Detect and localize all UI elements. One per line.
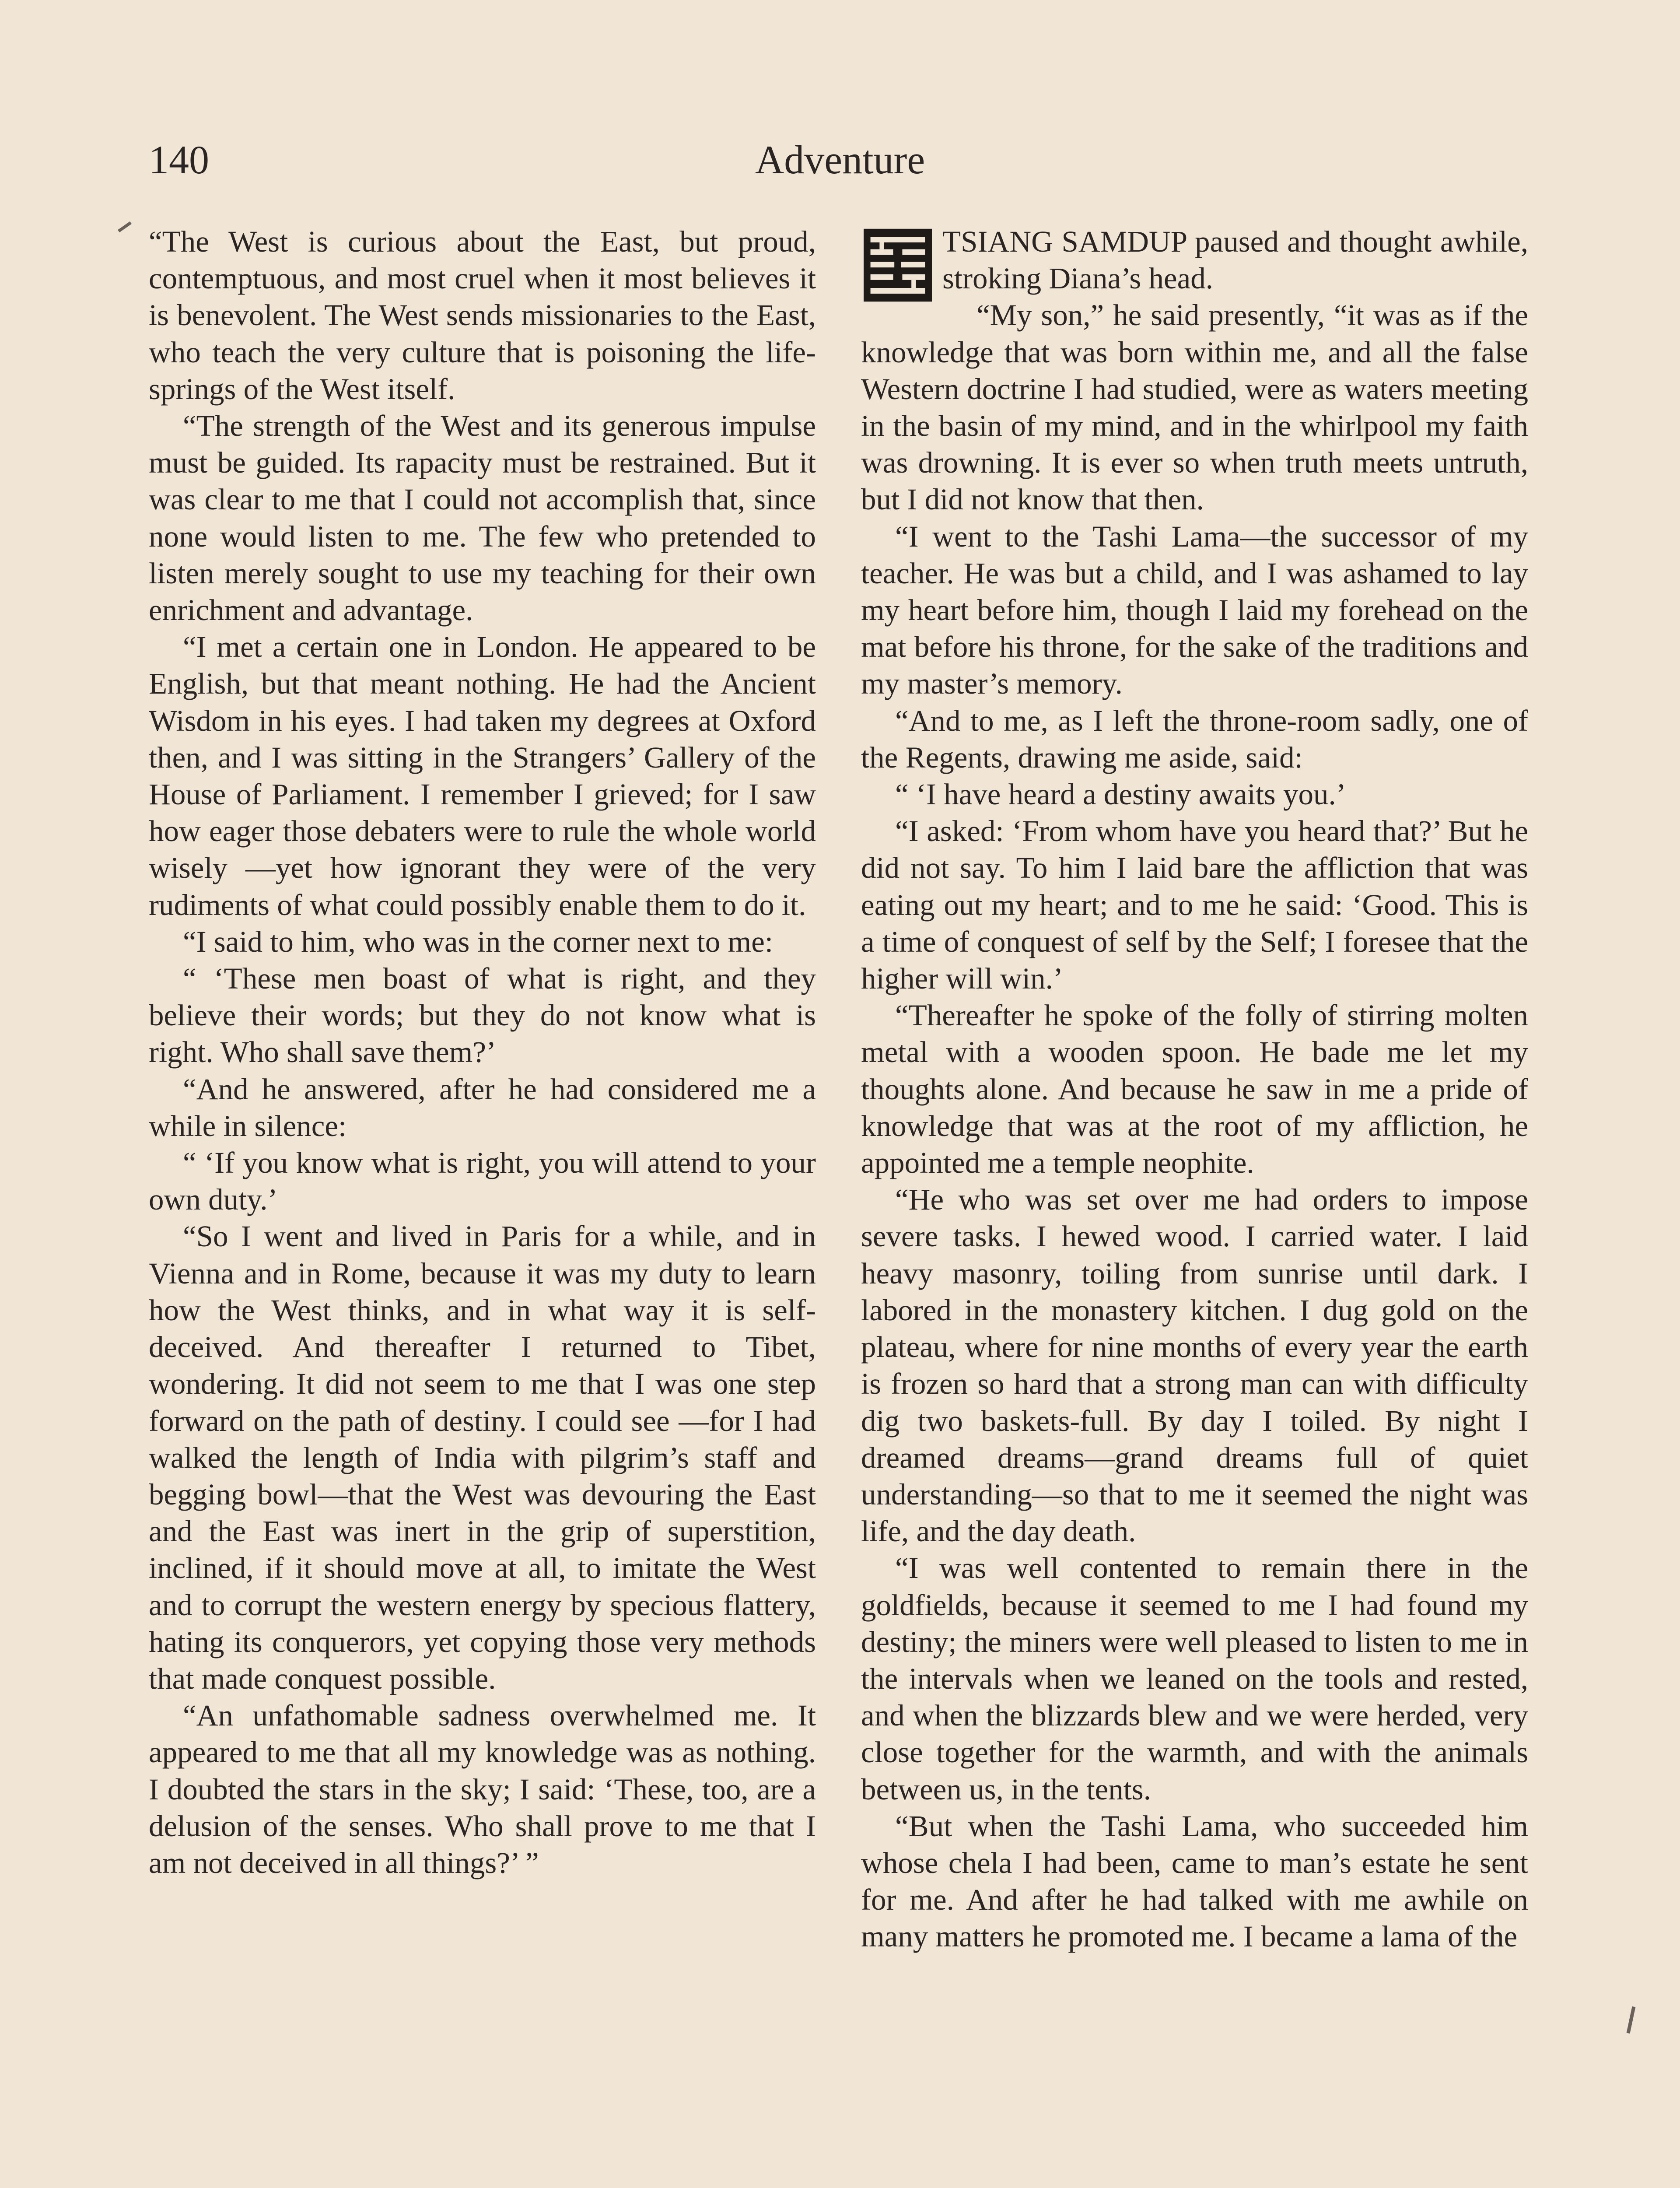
- paragraph: “Thereafter he spoke of the folly of stirring molten metal with a wooden spoon. He bade me let my thoughts alone. And because he saw in me a pride of knowledge that was at the root of my affliction, he appointed me a temple neophite.: [861, 999, 1528, 1180]
- paper-mark: [1627, 2006, 1636, 2034]
- paragraph: “I was well contented to remain there in the goldfields, because it seemed to me I had found my destiny; the miners were well pleased to listen to me in the intervals when we leaned on the tools and rested, and when the blizzards blew and we were herded, very close together for the warmth, and with the animals between us, in the tents.: [861, 1551, 1528, 1806]
- paragraph: “I said to him, who was in the corner next to me:: [183, 925, 774, 958]
- running-title: Adventure: [755, 137, 925, 182]
- paragraph: “The strength of the West and its generous impulse must be guided. Its rapacity must be restrained. But it was clear to me that I could not accomplish that, since none would listen to me. The few who pretended to listen merely sought to use my teaching for their own enrichment and advantage.: [149, 409, 816, 627]
- paragraph: “But when the Tashi Lama, who succeeded him whose chela I had been, came to man’s estate he sent for me. And after he had talked with me awhile on many matters he promoted me. I became a lama of the: [861, 1809, 1528, 1953]
- paragraph: “I asked: ‘From whom have you heard that?’ But he did not say. To him I laid bare the affliction that was eating out my heart; and to me he said: ‘Good. This is a time of conquest of self by the Self; I foresee that the higher will win.’: [861, 814, 1528, 996]
- paragraph: “I met a certain one in London. He appeared to be English, but that meant nothing. He had the Ancient Wisdom in his eyes. I had taken my degrees at Oxford then, and I was sitting in the Strangers’ Gallery of the House of Parliament. I remember I grieved; for I saw how eager those debaters were to rule the whole world wisely —yet how ignorant they were of the very rudiments of what could possibly enable them to do it.: [149, 630, 816, 922]
- paragraph: “I went to the Tashi Lama—the successor of my teacher. He was but a child, and I was ashamed to lay my heart before him, though I laid my forehead on the mat before his throne, for the sake of the traditions and my master’s memory.: [861, 519, 1528, 701]
- right-column: [861, 223, 1528, 1955]
- paragraph: “ ‘I have heard a destiny awaits you.’: [895, 778, 1346, 811]
- paragraph: “So I went and lived in Paris for a while, and in Vienna and in Rome, because it was my duty to learn how the West thinks, and in what way it is self-deceived. And thereafter I returned to Tibet, wondering. It did not seem to me that I was one step forward on the path of destiny. I could see —for I had walked the length of India with pilgrim’s staff and begging bowl—that the West was devouring the East and the East was inert in the grip of superstition, inclined, if it should move at all, to imitate the West and to corrupt the western energy by specious flattery, hating its conquerors, yet copying those very methods that made conquest possible.: [149, 1220, 816, 1695]
- paragraph: “My son,” he said presently, “it was as if the knowledge that was born within me, and all the false Western doctrine I had studied, were as waters meeting in the basin of my mind, and in the whirlpool my faith was drowning. It is ever so when truth meets untruth, but I did not know that then.: [861, 298, 1528, 516]
- paper-mark: [118, 221, 132, 232]
- paragraph: “The West is curious about the East, but proud, contemptuous, and most cruel when it most believes it is benevolent. The West sends missionaries to the East, who teach the very culture that is poisoning the life-springs of the West itself.: [149, 225, 816, 406]
- paragraph: “ ‘If you know what is right, you will attend to your own duty.’: [149, 1146, 816, 1217]
- paragraph: “He who was set over me had orders to impose severe tasks. I hewed wood. I carried water. I laid heavy masonry, toiling from sunrise until dark. I labored in the monastery kitchen. I dug gold on the plateau, where for nine months of every year the earth is frozen so hard that a strong man can with difficulty dig two baskets-full. By day I toiled. By night I dreamed dreams—grand dreams full of quiet understanding—so that to me it seemed the night was life, and the day death.: [861, 1183, 1528, 1548]
- paragraph: TSIANG SAMDUP paused and thought awhile, stroking Diana’s head.: [942, 225, 1528, 295]
- paragraph: “And he answered, after he had considered me a while in silence:: [149, 1072, 816, 1143]
- paragraph: “And to me, as I left the throne-room sadly, one of the Regents, drawing me aside, said:: [861, 704, 1528, 774]
- ornamental-section-break-icon: [864, 228, 932, 302]
- page-number: 140: [149, 137, 209, 182]
- left-column: [149, 223, 816, 1881]
- paragraph: “ ‘These men boast of what is right, and they believe their words; but they do not know what is right. Who shall save them?’: [149, 962, 816, 1069]
- page-header: [149, 131, 1531, 188]
- paragraph: “An unfathomable sadness overwhelmed me. It appeared to me that all my knowledge was as nothing. I doubted the stars in the sky; I said: ‘These, too, are a delusion of the senses. Who shall prove to me that I am not deceived in all things?’ ”: [149, 1699, 816, 1879]
